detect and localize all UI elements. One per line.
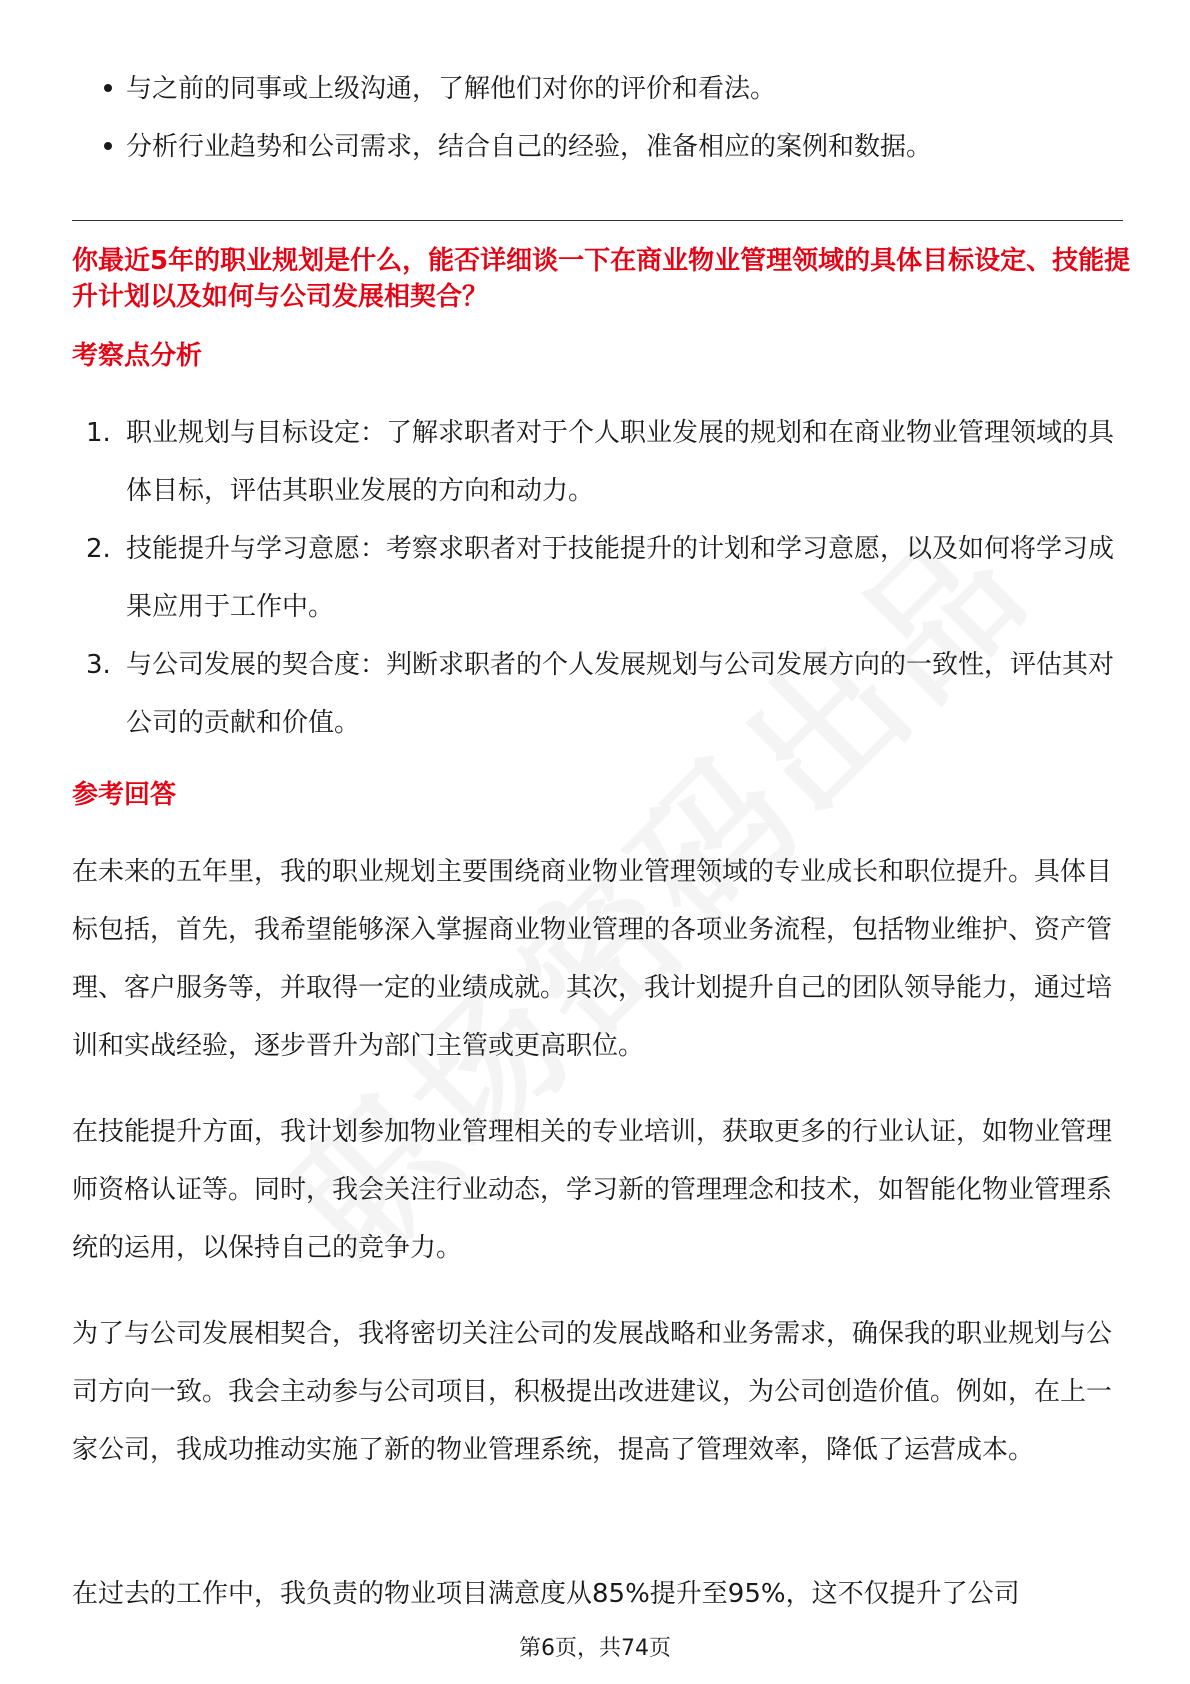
analysis-list (72, 404, 1132, 752)
bullet-item: 与之前的同事或上级沟通，了解他们对你的评价和看法。 (72, 60, 1132, 118)
item-number: 3. (86, 650, 111, 680)
item-number: 2. (86, 534, 111, 564)
analysis-item (72, 520, 1132, 636)
answer-title: 参考回答 (72, 780, 177, 810)
analysis-item (72, 404, 1132, 520)
item-number: 1. (86, 418, 111, 448)
item-text: 与公司发展的契合度：判断求职者的个人发展规划与公司发展方向的一致性，评估其对公司的贡献和价值。 (126, 650, 1115, 738)
item-text: 技能提升与学习意愿：考察求职者对于技能提升的计划和学习意愿，以及如何将学习成果应用于工作中。 (126, 534, 1115, 622)
analysis-title: 考察点分析 (72, 341, 203, 371)
answer-paragraph: 在技能提升方面，我计划参加物业管理相关的专业培训，获取更多的行业认证，如物业管理师资格认证等。同时，我会关注行业动态，学习新的管理理念和技术，如智能化物业管理系统的运用，以保持自己的竞争力。 (72, 1117, 1113, 1263)
interview-question: 你最近5年的职业规划是什么，能否详细谈一下在商业物业管理领域的具体目标设定、技能提升计划以及如何与公司发展相契合？ (72, 246, 1131, 312)
intro-bullet-list (72, 60, 1132, 176)
section-divider (72, 220, 1123, 221)
page-number: 第6页，共74页 (519, 1636, 671, 1661)
answer-paragraph: 为了与公司发展相契合，我将密切关注公司的发展战略和业务需求，确保我的职业规划与公司方向一致。我会主动参与公司项目，积极提出改进建议，为公司创造价值。例如，在上一家公司，我成功推动实施了新的物业管理系统，提高了管理效率，降低了运营成本。 (72, 1319, 1113, 1465)
analysis-item (72, 636, 1132, 752)
answer-paragraph: 在过去的工作中，我负责的物业项目满意度从85%提升至95%，这不仅提升了公司 (72, 1579, 1020, 1609)
bullet-item: 分析行业趋势和公司需求，结合自己的经验，准备相应的案例和数据。 (72, 118, 1132, 176)
item-text: 职业规划与目标设定：了解求职者对于个人职业发展的规划和在商业物业管理领域的具体目标，评估其职业发展的方向和动力。 (126, 418, 1115, 506)
answer-paragraph: 在未来的五年里，我的职业规划主要围绕商业物业管理领域的专业成长和职位提升。具体目标包括，首先，我希望能够深入掌握商业物业管理的各项业务流程，包括物业维护、资产管理、客户服务等，并取得一定的业绩成就。其次，我计划提升自己的团队领导能力，通过培训和实战经验，逐步晋升为部门主管或更高职位。 (72, 857, 1113, 1061)
